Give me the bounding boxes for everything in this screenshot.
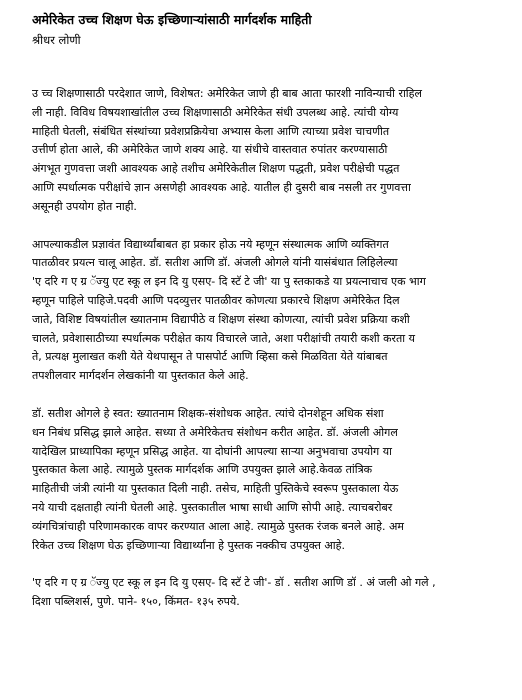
text-line: 'ए दरि ग ए ग्र ॅज्यु एट स्कू ल इन दि यु एसए- दि स्टॅ टे जी'- डॉ . सतीश आणि डॉ . अं जली ओ गले ,: [32, 576, 436, 590]
text-line: ते, प्रत्यक्ष मुलाखत कशी येते येथपासून ते पासपोर्ट आणि व्हिसा कसे मिळविता येते यांबाबत: [32, 350, 388, 364]
text-line: असूनही उपयोग होत नाही.: [32, 199, 137, 213]
text-line: माहितीची जंत्री त्यांनी या पुस्तकात दिली नाही. तसेच, माहिती पुस्तिकेचे स्वरूप पुस्तकाला येऊ: [32, 482, 399, 496]
text-line: अंगभूत गुणवत्ता जशी आवश्यक आहे तशीच अमेरिकेतील शिक्षण पद्धती, प्रवेश परीक्षेची पद्धत: [32, 162, 400, 176]
text-line: ली नाही. विविध विषयशाखांतील उच्च शिक्षणासाठी अमेरिकेत संधी उपलब्ध आहे. त्यांची योग्य: [32, 105, 399, 119]
text-line: डॉ. सतीश ओगले हे स्वत: ख्यातनाम शिक्षक-संशोधक आहेत. त्यांचे दोनशेहून अधिक संशा: [32, 406, 384, 420]
paragraph-book-description: [32, 236, 510, 386]
text-line: तपशीलवार मार्गदर्शन लेखकांनी या पुस्तकात केले आहे.: [32, 369, 249, 383]
text-line: उ च्च शिक्षणासाठी परदेशात जाणे, विशेषत: अमेरिकेत जाणे ही बाब आता फारशी नाविन्याची राहिल: [32, 87, 422, 100]
text-line: पुस्तकात केला आहे. त्यामुळे पुस्तक मार्गदर्शक आणि उपयुक्त झाले आहे.केवळ तांत्रिक: [32, 463, 373, 477]
text-line: आपल्याकडील प्रज्ञावंत विद्यार्थ्यांबाबत हा प्रकार होऊ नये म्हणून संस्थात्मक आणि व्यक्तिगत: [32, 237, 389, 251]
text-line: पातळीवर प्रयत्न चालू आहेत. डॉ. सतीश आणि डॉ. अंजली ओगले यांनी यासंबंधात लिहिलेल्या: [32, 256, 398, 270]
paragraph-book-details: [32, 574, 510, 612]
article-title: अमेरिकेत उच्च शिक्षण घेऊ इच्छिणाऱ्यांसाठी मार्गदर्शक माहिती: [32, 12, 312, 27]
text-line: दिशा पब्लिशर्स, पुणे. पाने- १५०, किंमत- १३५ रुपये.: [32, 595, 240, 609]
text-line: रिकेत उच्च शिक्षण घेऊ इच्छिणाऱ्या विद्यार्थ्यांना हे पुस्तक नक्कीच उपयुक्त आहे.: [32, 538, 345, 552]
text-line: जाते, विशिष्ट विषयांतील ख्यातनाम विद्यापीठे व शिक्षण संस्था कोणत्या, त्यांची प्रवेश प्रक्रिया कशी: [32, 312, 410, 326]
paragraph-intro: [32, 85, 510, 217]
text-line: उत्तीर्ण होता आले, की अमेरिकेत जाणे शक्य आहे. या संधीचे वास्तवात रुपांतर करण्यासाठी: [32, 143, 388, 157]
text-line: व्यंगचित्रांचाही परिणामकारक वापर करण्यात आला आहे. त्यामुळे पुस्तक रंजक बनले आहे. अम: [32, 519, 404, 533]
paragraph-authors: [32, 405, 510, 555]
text-line: चालते, प्रवेशासाठीच्या स्पर्धात्मक परीक्षेत काय विचारले जाते, अशा परीक्षांची तयारी कशी करता य: [32, 331, 416, 345]
article: [32, 12, 510, 612]
text-line: म्हणून पाहिले पाहिजे.पदवी आणि पदव्युत्तर पातळीवर कोणत्या प्रकारचे शिक्षण अमेरिकेत दिल: [32, 293, 400, 307]
text-line: आणि स्पर्धात्मक परीक्षांचे ज्ञान असणेही आवश्यक आहे. यातील ही दुसरी बाब नसली तर गुणवत्ता: [32, 180, 411, 194]
text-line: धन निबंध प्रसिद्ध झाले आहेत. सध्या ते अमेरिकेतच संशोधन करीत आहेत. डॉ. अंजली ओगल: [32, 425, 398, 439]
text-line: यादेखिल प्राध्यापिका म्हणून प्रसिद्ध आहेत. या दोघांनी आपल्या साऱ्या अनुभवाचा उपयोग या: [32, 444, 392, 458]
text-line: नये याची दक्षताही त्यांनी घेतली आहे. पुस्तकातील भाषा साधी आणि सोपी आहे. त्याचबरोबर: [32, 500, 393, 514]
article-author: श्रीधर लोणी: [32, 33, 81, 47]
text-line: माहिती घेतली, संबंधित संस्थांच्या प्रवेशप्रक्रियेचा अभ्यास केला आणि त्याच्या प्रवेश चाचणीत: [32, 124, 390, 138]
text-line: 'ए दरि ग ए ग्र ॅज्यु एट स्कू ल इन दि यु एसए- दि स्टॅ टे जी' या पु स्तकाकडे या प्रयत्नाचाच एक भाग: [32, 275, 426, 289]
